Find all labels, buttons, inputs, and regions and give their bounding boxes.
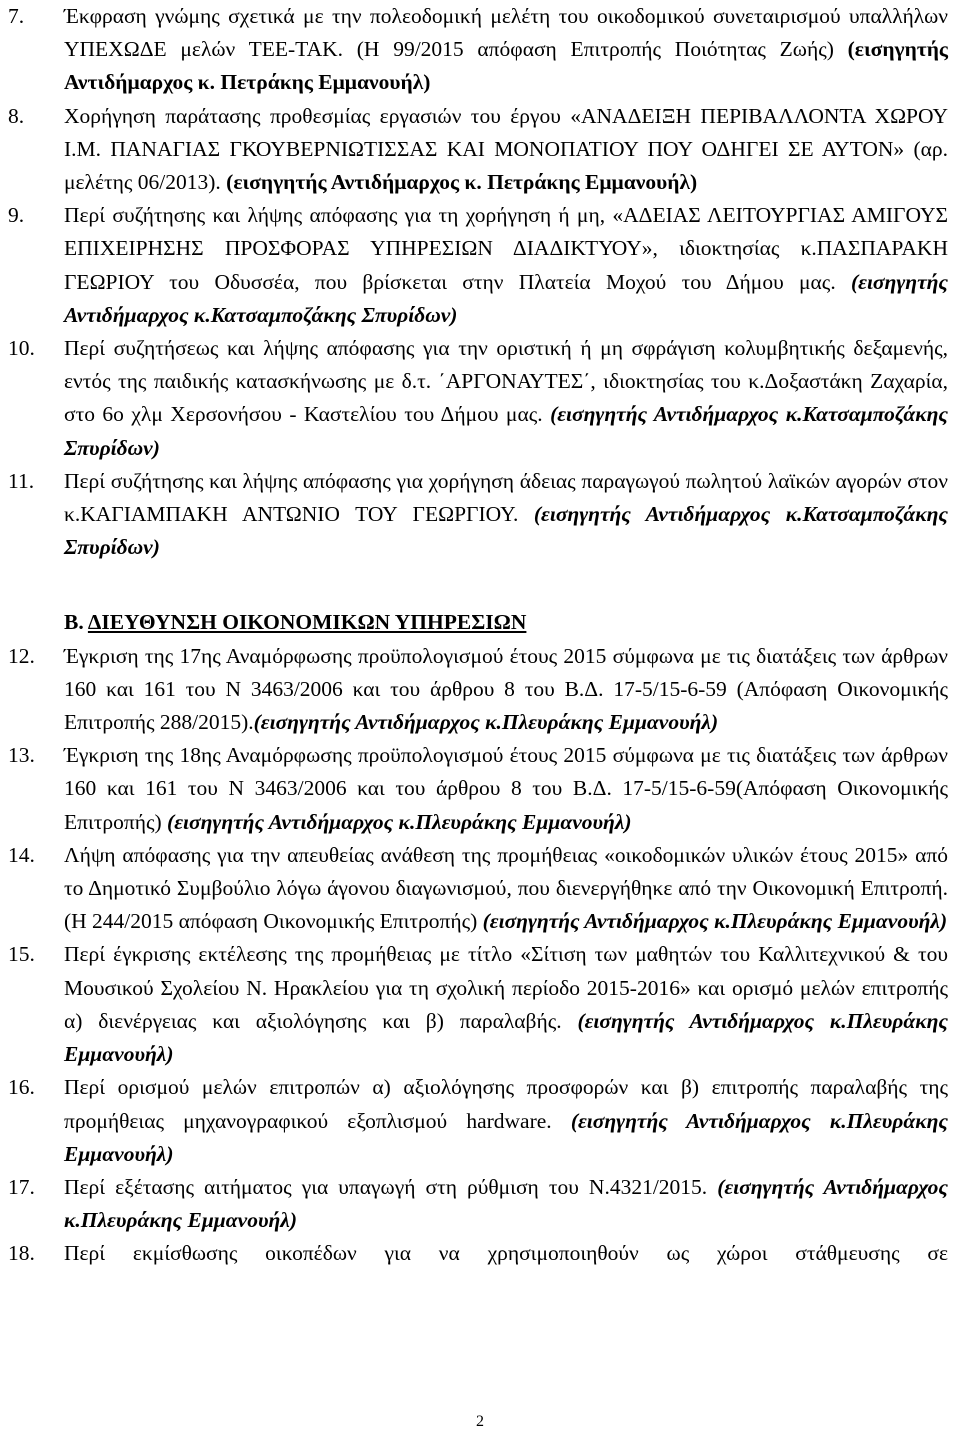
item-number: 10. <box>8 336 35 361</box>
item-text: Περί συζήτησης και λήψης απόφασης για τη χορήγηση ή μη, «ΑΔΕΙΑΣ ΛΕΙΤΟΥΡΓΙΑΣ ΑΜΙΓΟΥΣ ΕΠΙΧΕΙΡΗΣΗΣ ΠΡΟΣΦΟΡΑΣ ΥΠΗΡΕΣΙΩΝ ΔΙΑΔΙΚΤΥΟΥ», ιδιοκτησίας κ.ΠΑΣΠΑΡΑΚΗ ΓΕΩΡΙΟΥ του Οδυσσέα, που βρίσκεται στην Πλατεία Μοχού του Δήμου μας. <box>64 203 948 294</box>
item-text: Λήψη απόφασης για την απευθείας ανάθεση της προμήθειας «οικοδομικών υλικών έτους 2015» από το Δημοτικό Συμβούλιο λόγω άγονου διαγωνισμού, που διενεργήθηκε από την Οικονομική Επιτροπή.(Η 244/2015 απόφαση Οικονομικής Επιτροπής) <box>64 842 948 934</box>
item-text: Περί συζητήσεως και λήψης απόφασης για την οριστική ή μη σφράγιση κολυμβητικής δεξαμενής, εντός της παιδικής κατασκήνωσης με δ.τ. ΄ΑΡΓΟΝΑΥΤΕΣ΄, ιδιοκτησίας του κ.Δοξαστάκη Ζαχαρία, στο 6ο χλμ Χερσονήσου - Καστελίου του Δήμου μας. <box>64 336 948 427</box>
item-rapporteur: (εισηγητής Αντιδήμαρχος κ.Πλευράκης Εμμανουήλ) <box>64 1008 948 1067</box>
agenda-item-18 <box>0 1237 960 1270</box>
item-text: Έγκριση της 17ης Αναμόρφωσης προϋπολογισμού έτους 2015 σύμφωνα με τις διατάξεις των άρθρων 160 και 161 του Ν 3463/2006 και του άρθρου 8 του Β.Δ. 17-5/15-6-59 (Απόφαση Οικονομικής Επιτροπής 288/2015). <box>64 643 948 735</box>
agenda-item-9 <box>0 199 960 332</box>
item-text: Έκφραση γνώμης σχετικά με την πολεοδομική μελέτη του οικοδομικού συνεταιρισμού υπαλλήλων ΥΠΕΧΩΔΕ μελών ΤΕΕ-ΤΑΚ. (Η 99/2015 απόφαση Επιτροπής Ποιότητας Ζωής) <box>64 4 948 62</box>
item-text: Περί εκμίσθωσης οικοπέδων για να χρησιμοποιηθούν ως χώροι στάθμευσης σε <box>64 1241 948 1266</box>
agenda-item-14 <box>0 839 960 939</box>
item-text: Περί εξέτασης αιτήματος για υπαγωγή στη ρύθμιση του Ν.4321/2015. <box>64 1174 718 1199</box>
item-number: 18. <box>8 1241 35 1266</box>
section-title: ΔΙΕΥΘΥΝΣΗ ΟΙΚΟΝΟΜΙΚΩΝ ΥΠΗΡΕΣΙΩΝ <box>87 610 527 635</box>
item-text: Περί ορισμού μελών επιτροπών α) αξιολόγησης προσφορών και β) επιτροπής παραλαβής της προμήθειας μηχανογραφικού εξοπλισμού hardware. <box>64 1075 948 1133</box>
item-text: Έγκριση της 18ης Αναμόρφωσης προϋπολογισμού έτους 2015 σύμφωνα με τις διατάξεις των άρθρων 160 και 161 του Ν 3463/2006 και του άρθρου 8 του Β.Δ. 17-5/15-6-59(Απόφαση Οικονομικής Επιτροπής) <box>64 743 948 834</box>
page-number: 2 <box>476 1413 484 1430</box>
item-rapporteur: (εισηγητής Αντιδήμαρχος κ.Πλευράκης Εμμανουήλ) <box>253 710 719 735</box>
item-number: 11. <box>8 468 35 493</box>
agenda-item-17 <box>0 1171 960 1237</box>
item-text: Περί συζήτησης και λήψης απόφασης για χορήγηση άδειας παραγωγού πωλητού λαϊκών αγορών στον κ.ΚΑΓΙΑΜΠΑΚΗ ΑΝΤΩΝΙΟ ΤΟΥ ΓΕΩΡΓΙΟΥ. <box>64 468 948 527</box>
item-text: Περί έγκρισης εκτέλεσης της προμήθειας με τίτλο «Σίτιση των μαθητών του Καλλιτεχνικού & του Μουσικού Σχολείου Ν. Ηρακλείου για τη σχολική περίοδο 2015-2016» και ορισμό μελών επιτροπής α) διενέργειας και αξιολόγησης και β) παραλαβής. <box>64 942 948 1033</box>
agenda-item-8 <box>0 100 960 200</box>
item-number: 16. <box>8 1075 35 1100</box>
item-number: 15. <box>8 942 35 967</box>
agenda-item-12 <box>0 640 960 740</box>
agenda-item-16 <box>0 1071 960 1171</box>
agenda-item-7 <box>0 0 960 100</box>
item-rapporteur: (εισηγητής Αντιδήμαρχος κ.Πλευράκης Εμμανουήλ) <box>64 1108 949 1166</box>
item-rapporteur: (εισηγητής Αντιδήμαρχος κ. Πετράκης Εμμανουήλ) <box>64 37 948 95</box>
item-number: 13. <box>8 743 35 768</box>
item-text: Χορήγηση παράτασης προθεσμίας εργασιών του έργου «ΑΝΑΔΕΙΞΗ ΠΕΡΙΒΑΛΛΟΝΤΑ ΧΩΡΟΥ Ι.Μ. ΠΑΝΑΓΙΑΣ ΓΚΟΥΒΕΡΝΙΩΤΙΣΣΑΣ ΚΑΙ ΜΟΝΟΠΑΤΙΟΥ ΠΟΥ ΟΔΗΓΕΙ ΣΕ ΑΥΤΟΝ» (αρ. μελέτης 06/2013). <box>64 103 948 195</box>
item-number: 14. <box>8 842 35 867</box>
section-heading <box>0 606 960 639</box>
item-number: 8. <box>8 103 25 128</box>
section-letter: Β. <box>64 610 88 635</box>
item-rapporteur: (εισηγητής Αντιδήμαρχος κ.Κατσαμποζάκης Σπυρίδων) <box>64 269 948 327</box>
item-number: 12. <box>8 643 35 668</box>
agenda-list-b <box>0 640 960 1271</box>
agenda-item-11 <box>0 465 960 565</box>
item-number: 7. <box>8 4 25 28</box>
item-number: 9. <box>8 203 25 228</box>
item-rapporteur: (εισηγητής Αντιδήμαρχος κ.Πλευράκης Εμμανουήλ) <box>167 809 632 834</box>
item-rapporteur: (εισηγητής Αντιδήμαρχος κ.Κατσαμποζάκης Σπυρίδων) <box>64 502 948 560</box>
item-rapporteur: (εισηγητής Αντιδήμαρχος κ.Πλευράκης Εμμανουήλ) <box>482 909 948 934</box>
agenda-item-13 <box>0 739 960 839</box>
agenda-item-15 <box>0 938 960 1071</box>
item-rapporteur: (εισηγητής Αντιδήμαρχος κ.Κατσαμποζάκης Σπυρίδων) <box>64 402 948 460</box>
agenda-list-a <box>0 0 960 564</box>
item-rapporteur: (εισηγητής Αντιδήμαρχος κ. Πετράκης Εμμανουήλ) <box>226 170 698 195</box>
item-rapporteur: (εισηγητής Αντιδήμαρχος κ.Πλευράκης Εμμανουήλ) <box>64 1174 949 1233</box>
agenda-item-10 <box>0 332 960 465</box>
item-number: 17. <box>8 1174 35 1199</box>
